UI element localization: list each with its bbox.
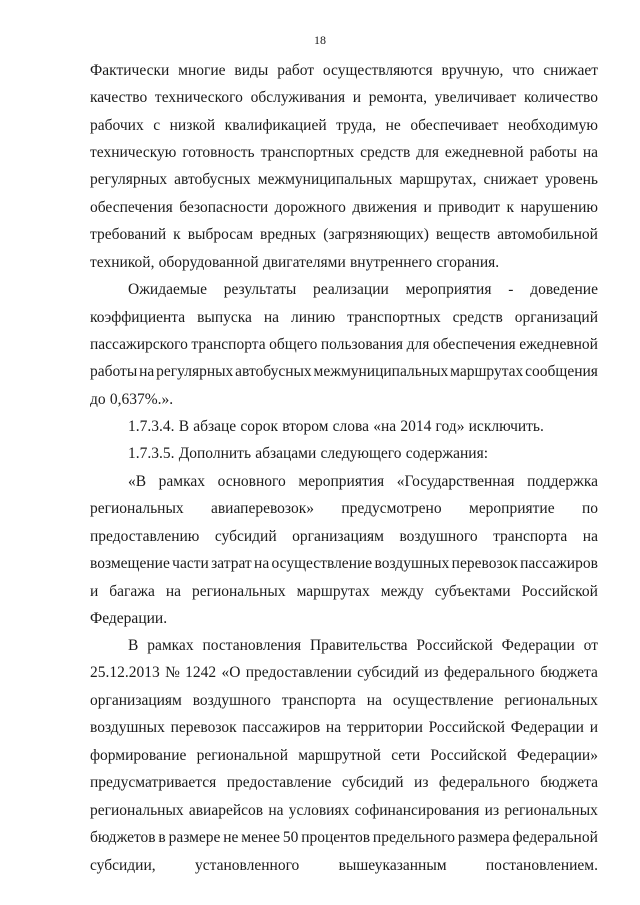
text-line: В рамках постановления Правительства Российской Федерации от bbox=[128, 637, 598, 654]
text-line: пассажирского транспорта общего пользования для обеспечения ежедневной bbox=[90, 336, 598, 353]
text-line: требований к выбросам вредных (загрязняющих) веществ автомобильной bbox=[90, 226, 598, 243]
text-line: возмещение части затрат на осуществление воздушных перевозок пассажиров bbox=[90, 555, 598, 572]
text-line: 1.7.3.4. В абзаце сорок втором слова «на 2014 год» исключить. bbox=[128, 418, 544, 435]
text-line: до 0,637%.». bbox=[90, 391, 174, 408]
text-line: субсидии, установленного вышеуказанным постановлением. bbox=[90, 857, 598, 874]
text-line: организациям воздушного транспорта на осуществление региональных bbox=[90, 692, 598, 709]
text-line: техническую готовность транспортных средств для ежедневной работы на bbox=[90, 144, 598, 161]
page-number: 18 bbox=[314, 33, 326, 47]
text-line: Фактически многие виды работ осуществляются вручную, что снижает bbox=[90, 62, 598, 79]
text-line: работы на регулярных автобусных межмуниципальных маршрутах сообщения bbox=[90, 363, 598, 380]
text-line: бюджетов в размере не менее 50 процентов предельного размера федеральной bbox=[90, 829, 598, 846]
text-line: «В рамках основного мероприятия «Государственная поддержка bbox=[128, 473, 598, 490]
text-line: воздушных перевозок пассажиров на территории Российской Федерации и bbox=[90, 719, 598, 736]
text-line: Федерации. bbox=[90, 610, 168, 627]
text-line: предоставлению субсидий организациям воздушного транспорта на bbox=[90, 528, 598, 545]
text-line: обеспечения безопасности дорожного движения и приводит к нарушению bbox=[90, 199, 598, 216]
text-line: предусматривается предоставление субсидий из федерального бюджета bbox=[90, 774, 598, 791]
text-line: техникой, оборудованной двигателями внутреннего сгорания. bbox=[90, 254, 500, 271]
text-line: Ожидаемые результаты реализации мероприятия - доведение bbox=[128, 281, 598, 298]
text-line: региональных авиаперевозок» предусмотрено мероприятие по bbox=[90, 500, 598, 517]
text-line: качество технического обслуживания и ремонта, увеличивает количество bbox=[90, 89, 598, 106]
text-line: регулярных автобусных межмуниципальных маршрутах, снижает уровень bbox=[90, 171, 598, 188]
text-line: рабочих с низкой квалификацией труда, не обеспечивает необходимую bbox=[90, 117, 598, 134]
text-line: региональных авиарейсов на условиях софинансирования из региональных bbox=[90, 802, 598, 819]
text-line: 1.7.3.5. Дополнить абзацами следующего содержания: bbox=[128, 445, 489, 462]
text-line: и багажа на региональных маршрутах между субъектами Российской bbox=[90, 583, 598, 600]
text-line: 25.12.2013 № 1242 «О предоставлении субсидий из федерального бюджета bbox=[90, 664, 598, 681]
text-line: коэффициента выпуска на линию транспортных средств организаций bbox=[90, 309, 598, 326]
text-line: формирование региональной маршрутной сети Российской Федерации» bbox=[90, 747, 598, 764]
